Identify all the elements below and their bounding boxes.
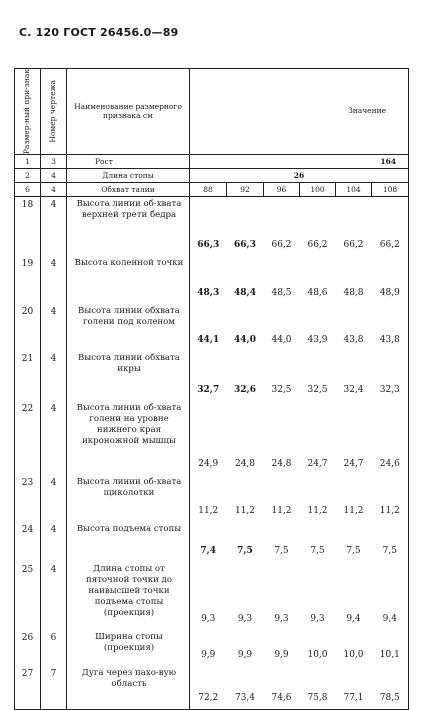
- header-dimension-name: Наименование размерного признака см: [67, 69, 190, 155]
- row-drawing: 4: [41, 522, 67, 562]
- row-value: 32,5: [307, 384, 328, 395]
- row-value: 43,8: [372, 304, 409, 351]
- row-description: Высота линии об-хвата щиколотки: [67, 475, 190, 522]
- sub-label: Рост: [67, 155, 190, 169]
- row-number: 19: [15, 256, 41, 304]
- row-number: 27: [15, 666, 41, 710]
- row-number: 23: [15, 475, 41, 522]
- header-drawing-number: Номер чертежа: [41, 69, 67, 155]
- row-drawing: 4: [41, 562, 67, 630]
- row-value: 66,2: [271, 239, 292, 250]
- row-value: 7,5: [372, 522, 409, 562]
- row-value: 24,7: [307, 458, 328, 469]
- row-value: 48,8: [343, 287, 364, 298]
- row-value: 11,2: [190, 475, 227, 522]
- sub-drawing: 3: [41, 155, 67, 169]
- row-value: 43,9: [307, 334, 328, 345]
- subheader-row-foot-length: [15, 169, 409, 183]
- sub-value: 164: [190, 155, 409, 169]
- row-value: 77,1: [336, 666, 372, 710]
- table-row: [15, 630, 409, 666]
- row-description: Длина стопы от пяточной точки до наивысшей точки подъема стопы (проекция): [67, 562, 190, 630]
- row-description: Высота линии обхвата голени под коленом: [67, 304, 190, 351]
- waist-value: 88: [190, 183, 227, 197]
- waist-value: 104: [336, 183, 372, 197]
- row-value: 9,9: [190, 630, 227, 666]
- row-value: 32,5: [271, 384, 292, 395]
- row-description: Ширина стопы (проекция): [67, 630, 190, 666]
- row-value: 44,0: [234, 334, 256, 345]
- waist-value: 100: [300, 183, 336, 197]
- row-value: 11,2: [343, 505, 364, 516]
- row-number: 22: [15, 401, 41, 475]
- row-value: 7,5: [237, 545, 253, 556]
- sub-drawing: 4: [41, 183, 67, 197]
- row-number: 26: [15, 630, 41, 666]
- row-number: 18: [15, 197, 41, 256]
- row-value: 24,8: [271, 458, 292, 469]
- row-value: 9,4: [346, 613, 361, 624]
- row-value: 9,4: [372, 562, 409, 630]
- row-description: Высота линии об-хвата верхней трети бедра: [67, 197, 190, 256]
- table-row: [15, 351, 409, 401]
- sub-label: Обхват талии: [67, 183, 190, 197]
- row-drawing: 6: [41, 630, 67, 666]
- sub-label: Длина стопы: [67, 169, 190, 183]
- row-value: 44,0: [271, 334, 292, 345]
- row-value: 11,2: [271, 505, 292, 516]
- table-row: [15, 304, 409, 351]
- row-description: Высота коленной точки: [67, 256, 190, 304]
- row-value: 11,2: [307, 505, 328, 516]
- table-row: [15, 475, 409, 522]
- row-value: 7,5: [274, 545, 289, 556]
- row-value: 48,6: [307, 287, 328, 298]
- row-drawing: 4: [41, 475, 67, 522]
- row-drawing: 4: [41, 256, 67, 304]
- row-description: Высота линии обхвата икры: [67, 351, 190, 401]
- row-value: 7,4: [190, 522, 227, 562]
- row-value: 66,2: [343, 239, 364, 250]
- row-number: 21: [15, 351, 41, 401]
- row-value: 48,9: [372, 256, 409, 304]
- row-value: 24,6: [372, 401, 409, 475]
- row-value: 66,3: [190, 197, 227, 256]
- dimensions-table: [14, 68, 408, 710]
- row-drawing: 4: [41, 197, 67, 256]
- table-row: [15, 256, 409, 304]
- row-value: 24,7: [343, 458, 364, 469]
- row-value: 32,4: [343, 384, 364, 395]
- row-value: 24,8: [234, 458, 256, 469]
- row-value: 9,3: [274, 613, 289, 624]
- row-value: 66,2: [372, 197, 409, 256]
- row-drawing: 4: [41, 351, 67, 401]
- row-value: 7,5: [310, 545, 325, 556]
- row-value: 7,5: [346, 545, 361, 556]
- row-number: 25: [15, 562, 41, 630]
- waist-value: 108: [372, 183, 409, 197]
- row-value: 11,2: [234, 505, 256, 516]
- table-row: [15, 401, 409, 475]
- row-description: Дуга через пахо-вую область: [67, 666, 190, 710]
- row-value: 32,7: [190, 351, 227, 401]
- row-value: 9,3: [190, 562, 227, 630]
- row-value: 44,1: [190, 304, 227, 351]
- row-value: 10,1: [372, 630, 409, 666]
- row-value: 72,2: [190, 666, 227, 710]
- row-number: 20: [15, 304, 41, 351]
- table-row: [15, 562, 409, 630]
- row-value: 24,9: [190, 401, 227, 475]
- row-value: 32,3: [372, 351, 409, 401]
- row-value: 9,9: [237, 649, 253, 660]
- table-row: [15, 666, 409, 710]
- row-value: 75,8: [300, 666, 336, 710]
- row-value: 48,5: [271, 287, 292, 298]
- subheader-row-height: [15, 155, 409, 169]
- sub-drawing: 4: [41, 169, 67, 183]
- header-dimension-number: Размер-ный при-знак: [15, 69, 41, 155]
- row-value: 43,8: [343, 334, 364, 345]
- row-value: 78,5: [372, 666, 409, 710]
- row-value: 10,0: [343, 649, 364, 660]
- row-value: 73,4: [227, 666, 264, 710]
- header-value: Значение: [190, 69, 409, 155]
- row-value: 74,6: [264, 666, 300, 710]
- row-value: 9,3: [237, 613, 253, 624]
- sub-num: 2: [15, 169, 41, 183]
- row-drawing: 4: [41, 401, 67, 475]
- row-value: 66,3: [234, 239, 256, 250]
- subheader-row-waist: [15, 183, 409, 197]
- row-value: 32,6: [234, 384, 256, 395]
- row-drawing: 4: [41, 304, 67, 351]
- row-number: 24: [15, 522, 41, 562]
- row-value: 10,0: [307, 649, 328, 660]
- row-value: 9,3: [310, 613, 325, 624]
- table-row: [15, 197, 409, 256]
- row-value: 48,4: [234, 287, 256, 298]
- row-description: Высота линии об-хвата голени на уровне нижнего края икроножной мышцы: [67, 401, 190, 475]
- row-drawing: 7: [41, 666, 67, 710]
- sub-value: 26: [190, 169, 409, 183]
- row-value: 11,2: [372, 475, 409, 522]
- row-value: 66,2: [307, 239, 328, 250]
- table-row: [15, 522, 409, 562]
- sub-num: 1: [15, 155, 41, 169]
- row-value: 48,3: [190, 256, 227, 304]
- waist-value: 96: [264, 183, 300, 197]
- sub-num: 6: [15, 183, 41, 197]
- waist-value: 92: [227, 183, 264, 197]
- page-header: С. 120 ГОСТ 26456.0—89: [19, 26, 179, 39]
- row-description: Высота подъема стопы: [67, 522, 190, 562]
- row-value: 9,9: [274, 649, 289, 660]
